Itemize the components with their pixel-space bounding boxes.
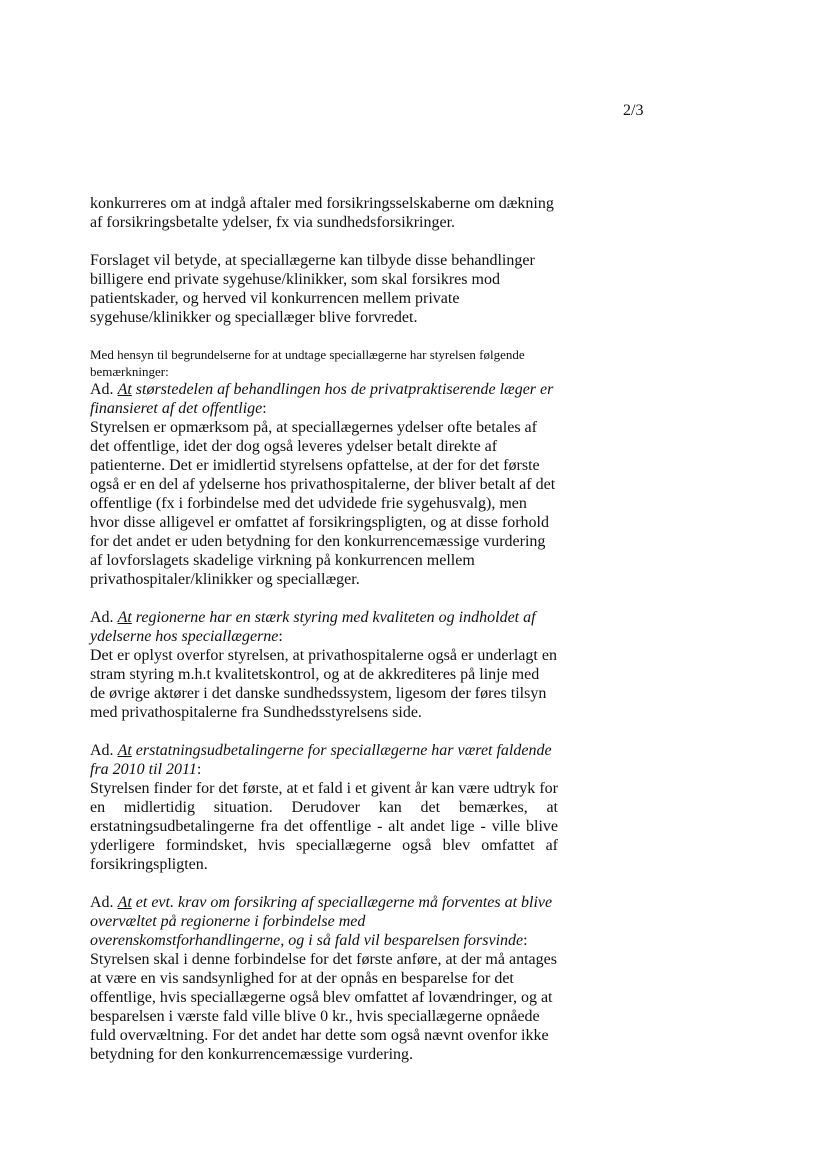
paragraph-1: konkurreres om at indgå aftaler med forsikringsselskaberne om dækning af forsikringsbetalte ydelser, fx via sundhedsforsikringer. bbox=[90, 195, 554, 231]
section-heading-text: et evt. krav om forsikring af speciallægerne må forventes at blive overvæltet på regionerne i forbindelse med overenskomstforhandlingerne, og i så fald vil besparelsen forsvinde bbox=[90, 894, 553, 949]
section-tail: : bbox=[523, 932, 528, 949]
section-at: At bbox=[117, 381, 132, 398]
section-body: Styrelsen er opmærksom på, at speciallægernes ydelser ofte betales af det offentlige, idet der dog også leveres ydelser betalt direkte af patienterne. Det er imidlertid styrelsens opfattelse, at der for det første også er en del af ydelserne hos privathospitalerne, der bliver betalt af det offentlige (fx i forbindelse med det udvidede frie sygehusvalg), men hvor disse alligevel er omfattet af forsikringspligten, og at disse forhold for det andet er uden betydning for den konkurrencemæssige vurdering af lovforslagets skadelige virkning på konkurrencen mellem privathospitaler/klinikker og speciallæger. bbox=[90, 419, 556, 588]
section-body: Styrelsen skal i denne forbindelse for det første anføre, at der må antages at være en vis sandsynlighed for at der opnås en besparelse for det offentlige, hvis speciallægerne også blev omfattet af lovændringer, og at besparelsen i værste fald ville blive 0 kr., hvis speciallægerne opnåede fuld overvæltning. For det andet har dette som også nævnt ovenfor ikke betydning for den konkurrencemæssige vurdering. bbox=[90, 951, 557, 1063]
section-at: At bbox=[117, 894, 132, 911]
section-prefix: Ad. bbox=[90, 894, 114, 911]
section-at: At bbox=[117, 609, 132, 626]
section-heading bbox=[90, 608, 558, 646]
document-body bbox=[90, 194, 558, 1064]
section-tail: : bbox=[262, 400, 267, 417]
paragraph-2: Forslaget vil betyde, at speciallægerne kan tilbyde disse behandlinger billigere end private sygehuse/klinikker, som skal forsikres mod patientskader, og herved vil konkurrencen mellem private sygehuse/klinikker og speciallæger blive forvredet. bbox=[90, 252, 535, 326]
section-heading bbox=[90, 380, 558, 418]
section-prefix: Ad. bbox=[90, 609, 114, 626]
section-at: At bbox=[117, 742, 132, 759]
section-prefix: Ad. bbox=[90, 742, 114, 759]
section-body: Det er oplyst overfor styrelsen, at privathospitalerne også er underlagt en stram styring m.h.t kvalitetskontrol, og at de akkrediteres på linje med de øvrige aktører i det danske sundhedssystem, ligesom der føres tilsyn med privathospitalerne fra Sundhedsstyrelsens side. bbox=[90, 647, 557, 721]
section-body: Styrelsen finder for det første, at et fald i et givent år kan være udtryk for en midlertidig situation. Derudover kan det bemærkes, at erstatningsudbetalingerne fra det offentlige - alt andet lige - ville blive yderligere formindsket, hvis speciallægerne også blev omfattet af forsikringspligten. bbox=[90, 780, 558, 873]
section-tail: : bbox=[196, 761, 202, 778]
section-heading-text: regionerne har en stærk styring med kvaliteten og indholdet af ydelserne hos speciallægerne bbox=[90, 609, 536, 645]
section-heading bbox=[90, 893, 558, 950]
intro-paragraph: Med hensyn til begrundelserne for at undtage speciallægerne har styrelsen følgende bemærkninger: bbox=[90, 347, 525, 379]
section-4 bbox=[90, 893, 558, 1064]
section-heading-text: erstatningsudbetalingerne for speciallægerne har været faldende fra 2010 til 2011 bbox=[90, 742, 552, 778]
page-number: 2/3 bbox=[623, 102, 644, 119]
section-heading-text: størstedelen af behandlingen hos de privatpraktiserende læger er finansieret af det offentlige bbox=[90, 381, 554, 417]
section-heading bbox=[90, 741, 558, 779]
section-3 bbox=[90, 741, 558, 874]
section-tail: : bbox=[278, 628, 283, 645]
section-prefix: Ad. bbox=[90, 381, 114, 398]
section-1 bbox=[90, 380, 558, 589]
section-2 bbox=[90, 608, 558, 722]
